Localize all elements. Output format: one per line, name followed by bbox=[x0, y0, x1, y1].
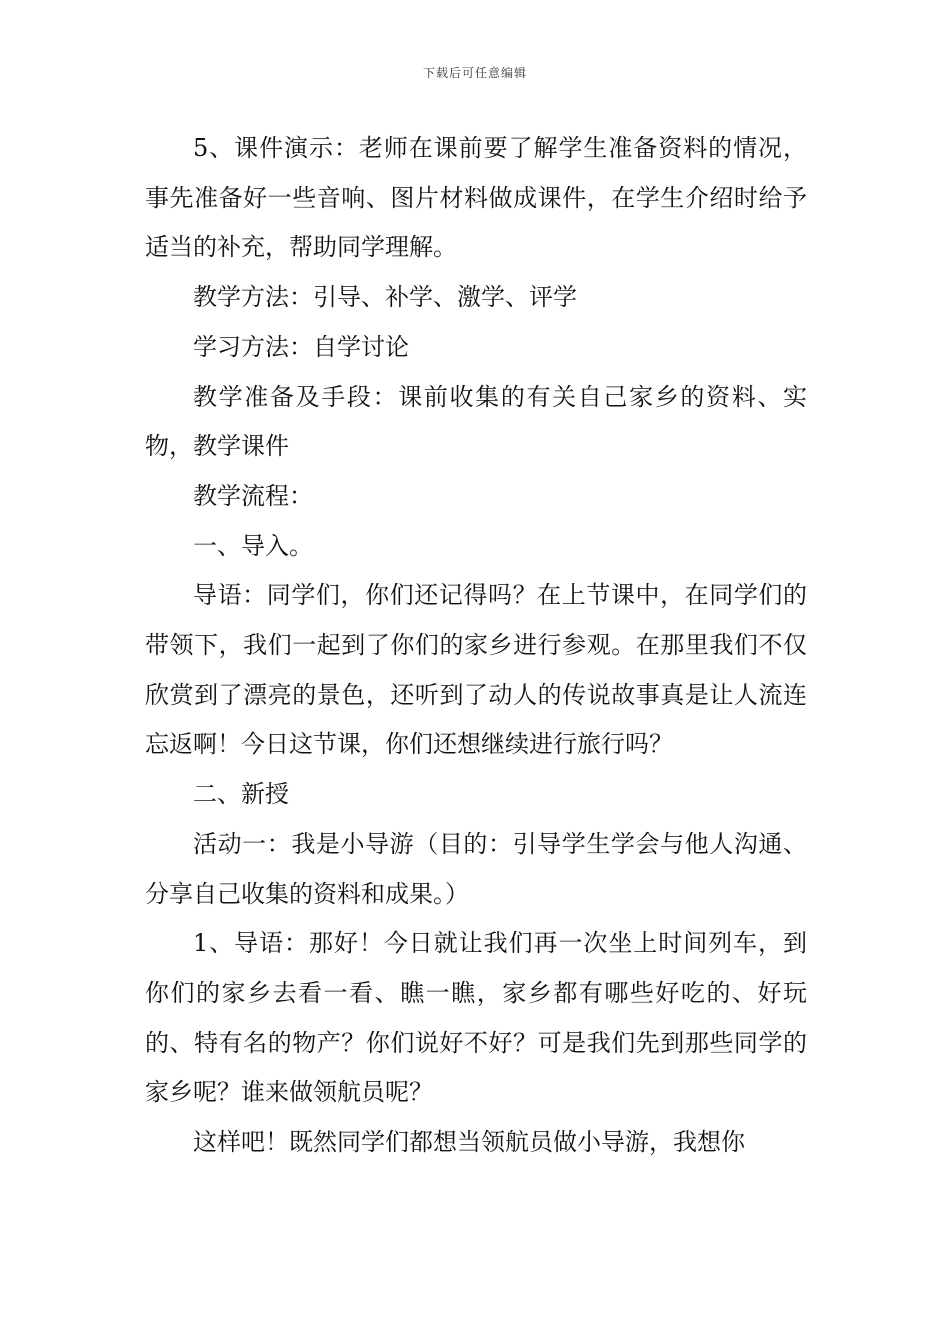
paragraph-continuation: 这样吧！既然同学们都想当领航员做小导游，我想你 bbox=[193, 1128, 745, 1157]
paragraph-activity-remarks: 1、导语：那好！今日就让我们再一次坐上时间列车，到你们的家乡去看一看、瞧一瞧，家乡都有哪些好吃的、好玩的、特有名的物产？你们说好不好？可是我们先到那些同学的家乡呢？谁来做领航员呢？ bbox=[145, 929, 807, 1107]
paragraph-courseware-demo: 5、课件演示：老师在课前要了解学生准备资料的情况，事先准备好一些音响、图片材料做成课件，在学生介绍时给予适当的补充，帮助同学理解。 bbox=[145, 134, 807, 262]
paragraph-teaching-process-heading: 教学流程： bbox=[193, 481, 313, 510]
paragraph-activity-one: 活动一：我是小导游（目的：引导学生学会与他人沟通、分享自己收集的资料和成果。） bbox=[145, 829, 807, 908]
section-heading-introduction: 一、导入。 bbox=[193, 531, 313, 560]
paragraph-teaching-preparation: 教学准备及手段：课前收集的有关自己家乡的资料、实物，教学课件 bbox=[145, 382, 807, 461]
paragraph-introduction-remarks: 导语：同学们，你们还记得吗？在上节课中，在同学们的带领下，我们一起到了你们的家乡进行参观。在那里我们不仅欣赏到了漂亮的景色，还听到了动人的传说故事真是让人流连忘返啊！今日这节课，你们还想继续进行旅行吗？ bbox=[145, 581, 807, 759]
page-header-note: 下载后可任意编辑 bbox=[422, 66, 527, 80]
paragraph-teaching-methods: 教学方法：引导、补学、激学、评学 bbox=[193, 283, 577, 312]
section-heading-new-lesson: 二、新授 bbox=[193, 780, 289, 809]
document-body bbox=[145, 124, 807, 1168]
paragraph-learning-methods: 学习方法：自学讨论 bbox=[193, 332, 409, 361]
